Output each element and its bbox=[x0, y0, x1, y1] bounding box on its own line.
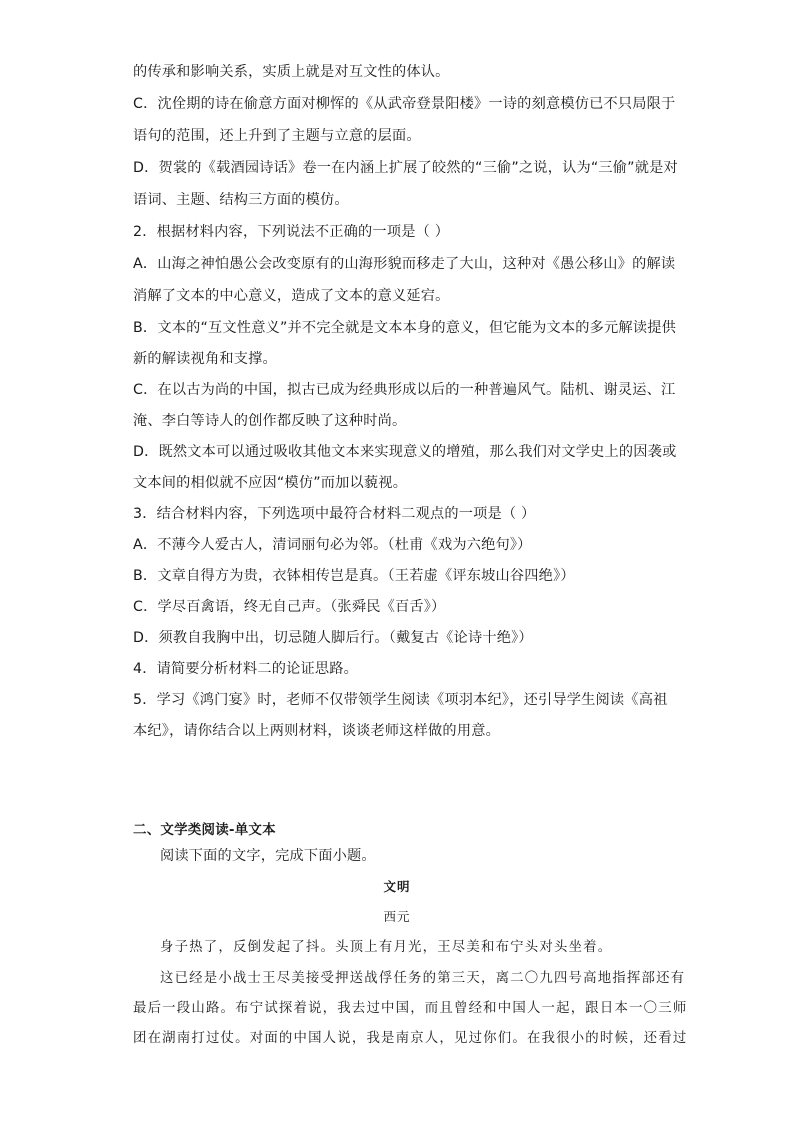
text-line: D．既然文本可以通过吸收其他文本来实现意义的增殖，那么我们对文学史上的因袭或 bbox=[133, 444, 677, 460]
text-line: 淹、李白等诗人的创作都反映了这种时尚。 bbox=[133, 413, 407, 429]
text-line: B．文章自得方为贵，衣钵相传岂是真。（王若虚《评东坡山谷四绝》） bbox=[133, 568, 575, 584]
text-line: A．山海之神怕愚公会改变原有的山海形貌而移走了大山，这种对《愚公移山》的解读 bbox=[133, 256, 676, 272]
instruction-text: 阅读下面的文字，完成下面小题。 bbox=[160, 848, 376, 864]
text-line: 的传承和影响关系，实质上就是对互文性的体认。 bbox=[133, 64, 450, 80]
story-paragraph: 这已经是小战士王尽美接受押送战俘任务的第三天，离二〇九四号高地指挥部还有 bbox=[160, 971, 686, 986]
story-paragraph: 最后一段山路。布宁试探着说，我去过中国，而且曾经和中国人一起，跟日本一〇三师 bbox=[133, 1001, 688, 1016]
text-line: C．学尽百禽语，终无自己声。（张舜民《百舌》） bbox=[133, 599, 446, 615]
text-line: C．沈佺期的诗在偷意方面对柳恽的《从武帝登景阳楼》一诗的刻意模仿已不只局限于 bbox=[133, 96, 676, 112]
text-line: 语句的范围，还上升到了主题与立意的层面。 bbox=[133, 128, 421, 144]
text-line: 本纪》，请你结合以上两则材料，谈谈老师这样做的用意。 bbox=[133, 723, 500, 739]
text-line: 新的解读视角和支撑。 bbox=[133, 351, 277, 367]
story-paragraph: 团在湖南打过仗。对面的中国人说，我是南京人，见过你们。在我很小的时候，还看过 bbox=[133, 1031, 688, 1046]
text-line: 语词、主题、结构三方面的模仿。 bbox=[133, 192, 349, 208]
story-paragraph: 身子热了，反倒发起了抖。头顶上有月光，王尽美和布宁头对头坐着。 bbox=[160, 940, 613, 955]
question-2: 2．根据材料内容，下列说法不正确的一项是（ ） bbox=[133, 224, 450, 240]
text-line: 消解了文本的中心意义，造成了文本的意义延宕。 bbox=[133, 288, 450, 304]
text-line: 文本间的相似就不应因“模仿”而加以藐视。 bbox=[133, 475, 408, 491]
question-4: 4．请简要分析材料二的论证思路。 bbox=[133, 661, 359, 677]
section-heading: 二、文学类阅读-单文本 bbox=[133, 822, 276, 838]
question-5: 5．学习《鸿门宴》时，老师不仅带领学生阅读《项羽本纪》，还引导学生阅读《高祖 bbox=[133, 692, 668, 708]
text-line: B．文本的“互文性意义”并不完全就是文本本身的意义，但它能为文本的多元解读提供 bbox=[133, 320, 676, 336]
text-line: D．须教自我胸中出，切忌随人脚后行。（戴复古《论诗十绝》） bbox=[133, 630, 533, 646]
story-author: 西元 bbox=[383, 909, 411, 924]
text-line: A．不薄今人爱古人，清词丽句必为邻。（杜甫《戏为六绝句》） bbox=[133, 537, 532, 553]
story-title: 文明 bbox=[383, 879, 411, 894]
text-line: C．在以古为尚的中国，拟古已成为经典形成以后的一种普遍风气。陆机、谢灵运、江 bbox=[133, 382, 676, 398]
question-3: 3．结合材料内容，下列选项中最符合材料二观点的一项是（ ） bbox=[133, 506, 536, 522]
text-line: D．贺裳的《载酒园诗话》卷一在内涵上扩展了皎然的“三偷”之说，认为“三偷”就是对 bbox=[133, 160, 678, 176]
